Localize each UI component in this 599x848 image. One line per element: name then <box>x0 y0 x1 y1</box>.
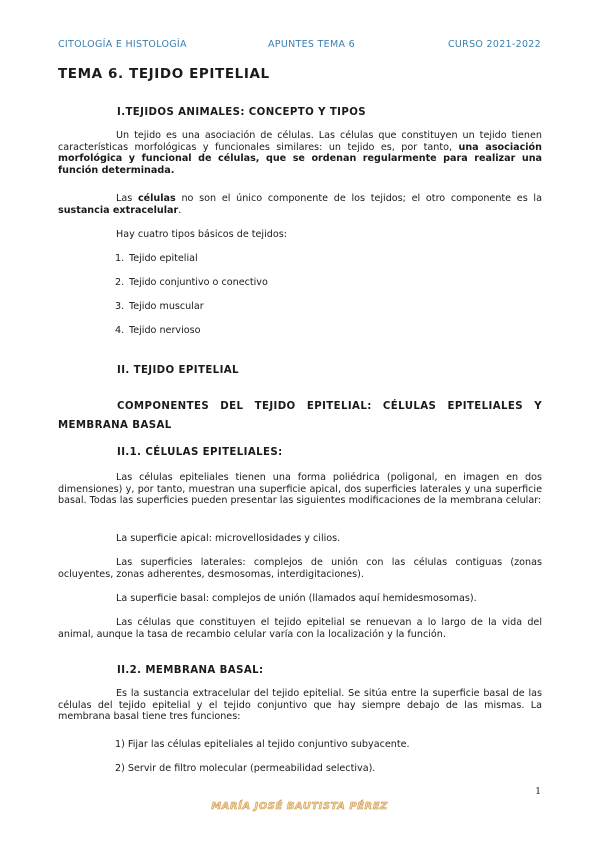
section-2-heading: II. TEJIDO EPITELIAL <box>117 365 239 376</box>
header-subject: CITOLOGÍA E HISTOLOGÍA <box>58 39 187 50</box>
paragraph-bold-text: sustancia extracelular <box>58 204 179 216</box>
list-item: 1. Tejido epitelial <box>115 253 198 264</box>
paragraph-text: La superficie apical: microvellosidades y cilios. <box>116 533 341 544</box>
paragraph-tissue-types-intro <box>58 229 542 241</box>
section-1-heading: I.TEJIDOS ANIMALES: CONCEPTO Y TIPOS <box>117 107 367 118</box>
components-heading: COMPONENTES DEL TEJIDO EPITELIAL: CÉLULAS EPITELIALES Y <box>117 401 542 412</box>
paragraph-text: Un tejido es una asociación de células. Las células que constituyen un tejido tienen características morfológicas y funcionales similares: un tejido es, por tanto, <box>58 130 542 153</box>
paragraph-epithelial-cells <box>58 472 542 507</box>
paragraph-bold-text: una asociación morfológica y funcional de células, que se ordenan regularmente para realizar una función determinada. <box>58 141 542 176</box>
basal-membrane-function-1: 1) Fijar las células epiteliales al tejido conjuntivo subyacente. <box>115 739 410 750</box>
paragraph-text: no son el único componente de los tejidos; el otro componente es la <box>175 193 542 204</box>
paragraph-basal-membrane <box>58 688 542 723</box>
paragraph-apical-surface <box>58 533 542 545</box>
list-item: 4. Tejido nervioso <box>115 325 201 336</box>
paragraph-lateral-surfaces <box>58 557 542 580</box>
paragraph-text: Es la sustancia extracelular del tejido epitelial. Se sitúa entre la superficie basal de las células del tejido epitelial y el tejido conjuntivo que hay siempre debajo de las mismas. La membrana basal tiene tres funciones: <box>58 688 542 723</box>
page-title: TEMA 6. TEJIDO EPITELIAL <box>58 66 270 82</box>
header-notes: APUNTES TEMA 6 <box>268 39 355 50</box>
header-course: CURSO 2021-2022 <box>448 39 541 50</box>
paragraph-text: Las superficies laterales: complejos de unión con las células contiguas (zonas ocluyentes, zonas adherentes, desmosomas, interdigitaciones). <box>58 557 542 580</box>
components-heading-continued: MEMBRANA BASAL <box>58 420 172 431</box>
paragraph-cell-renewal <box>58 617 542 640</box>
paragraph-basal-surface <box>58 593 542 605</box>
section-2-2-heading: II.2. MEMBRANA BASAL: <box>117 665 264 676</box>
paragraph-bold-text: células <box>137 193 176 204</box>
author-name: MARÍA JOSÉ BAUTISTA PÉREZ <box>211 801 388 812</box>
paragraph-text: Las células que constituyen el tejido epitelial se renuevan a lo largo de la vida del animal, aunque la tasa de recambio celular varía con la localización y la función. <box>58 617 542 640</box>
basal-membrane-function-2: 2) Servir de filtro molecular (permeabilidad selectiva). <box>115 763 376 774</box>
paragraph-text: Hay cuatro tipos básicos de tejidos: <box>116 229 287 240</box>
list-item: 2. Tejido conjuntivo o conectivo <box>115 277 268 288</box>
page-number: 1 <box>535 787 541 797</box>
paragraph-text: . <box>178 204 182 216</box>
list-item: 3. Tejido muscular <box>115 301 204 312</box>
section-2-1-heading: II.1. CÉLULAS EPITELIALES: <box>117 447 283 458</box>
paragraph-tissue-definition <box>58 130 542 176</box>
paragraph-text: La superficie basal: complejos de unión (llamados aquí hemidesmosomas). <box>116 593 477 604</box>
paragraph-text: Las células epiteliales tienen una forma poliédrica (poligonal, en imagen en dos dimensiones) y, por tanto, muestran una superficie apical, dos superficies laterales y una superficie basal. Todas las superficies pueden presentar las siguientes modificaciones de la membrana celular: <box>58 472 542 507</box>
paragraph-extracellular <box>58 193 542 216</box>
paragraph-text: Las <box>116 193 138 204</box>
